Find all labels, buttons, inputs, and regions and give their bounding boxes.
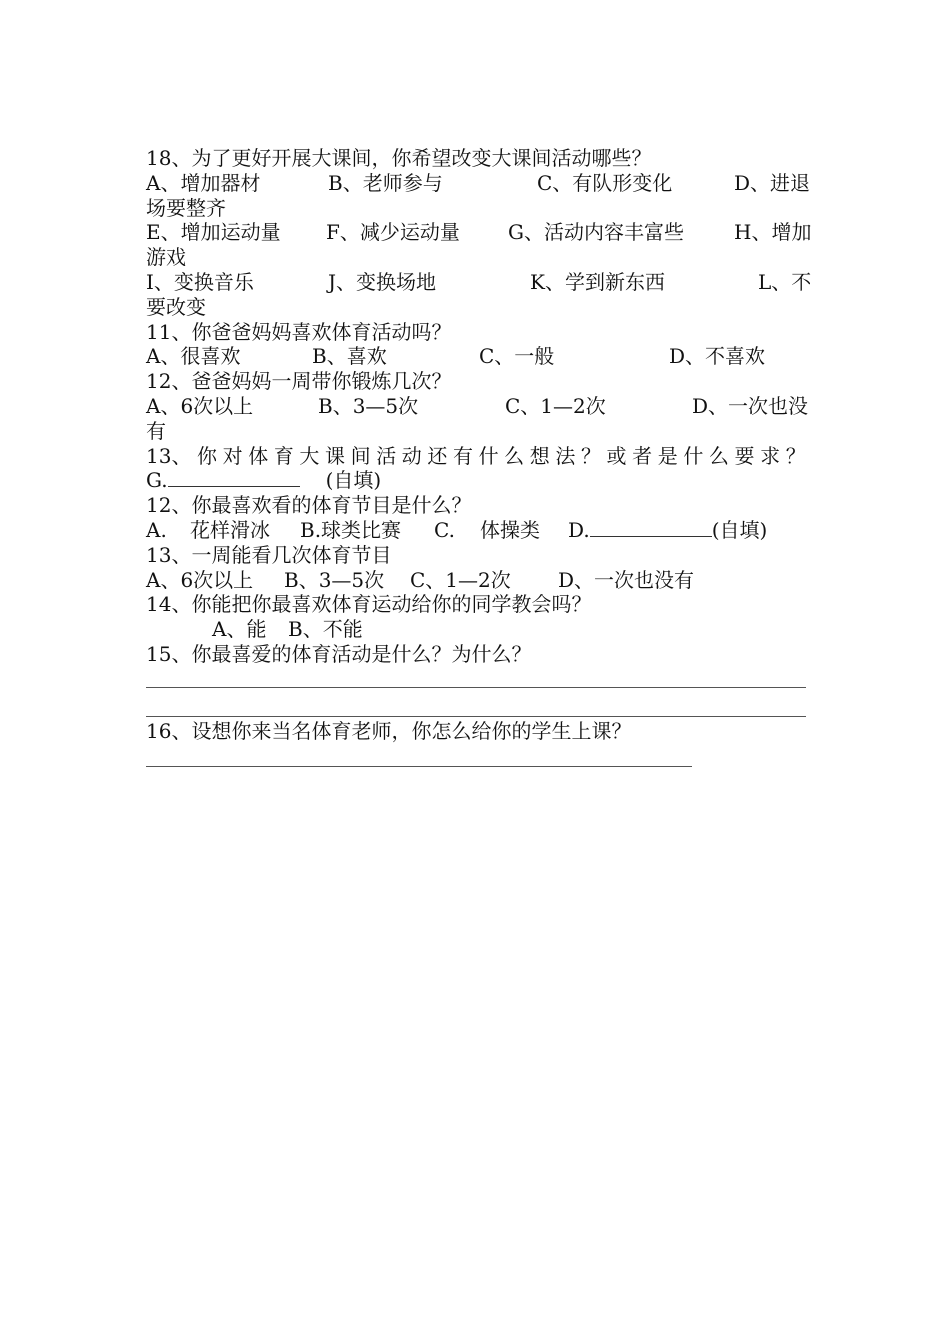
q14-options: [146, 617, 806, 642]
q18-option-c: C、有队形变化: [537, 170, 673, 195]
q13a-char: 者: [632, 443, 653, 468]
q13b-options: [146, 568, 806, 593]
q12a-title: 12、爸爸妈妈一周带你锻炼几次？: [146, 369, 452, 394]
q18-option-b: B、老师参与: [328, 170, 443, 195]
q12a-options: [146, 393, 809, 419]
q16-title: 16、设想你来当名体育老师，你怎么给你的学生上课？: [146, 718, 632, 743]
q12b-option-a: 花样滑冰: [190, 517, 270, 542]
q12a-option-c: C、1—2次: [505, 393, 606, 418]
q12a-option-d: D、一次也没: [692, 393, 809, 418]
q12a-option-b: B、3—5次: [318, 393, 419, 418]
q13a-char: 间: [350, 443, 371, 468]
spacer: [146, 667, 806, 687]
q13a-title: [146, 444, 806, 469]
spacer: [146, 688, 806, 716]
q18-options-row1: [146, 170, 811, 196]
q13a-char: 想: [529, 443, 550, 468]
q18-option-f: F、减少运动量: [326, 220, 460, 245]
q12b-option-d: [568, 518, 767, 543]
q13a-char: 你: [197, 443, 218, 468]
q13a-char: 要: [734, 443, 755, 468]
q18-option-l: L、不: [758, 269, 812, 294]
q12b-option-a-label: A.: [146, 517, 167, 542]
q13b-option-c: C、1—2次: [410, 567, 511, 592]
q13a-char: 什: [478, 443, 499, 468]
q13a-char: 或: [606, 443, 627, 468]
q13b-option-a: A、6次以上: [146, 567, 254, 592]
q18-option-g: G、活动内容丰富些: [508, 220, 684, 245]
q12a-option-a: A、6次以上: [146, 393, 254, 418]
q11-option-b: B、喜欢: [312, 344, 387, 369]
q12b-d-prefix: D.: [568, 517, 590, 542]
q13a-blank[interactable]: [168, 468, 300, 487]
q18-option-d-continuation: 场要整齐: [146, 195, 226, 220]
q13a-char: 有: [452, 443, 473, 468]
q14-title: 14、你能把你最喜欢体育运动给你的同学教会吗？: [146, 592, 592, 617]
q16-answer-line[interactable]: [146, 766, 692, 767]
q13a-char: 求: [760, 443, 781, 468]
q11-title: 11、你爸爸妈妈喜欢体育活动吗？: [146, 319, 452, 344]
q13a-g-suffix: (自填): [325, 468, 382, 493]
q12b-title: 12、你最喜欢看的体育节目是什么？: [146, 493, 472, 518]
q13a-char: 活: [376, 443, 397, 468]
q14-option-a: A、能: [212, 617, 267, 642]
q13a-char: 么: [504, 443, 525, 468]
q12b-option-c-label: C.: [434, 517, 455, 542]
q13a-char: 什: [683, 443, 704, 468]
q18-option-d: D、进退: [734, 170, 811, 195]
q13a-char: 体: [248, 443, 269, 468]
q13b-title: 13、一周能看几次体育节目: [146, 542, 392, 567]
q13a-char: ？: [785, 443, 806, 468]
spacer: [146, 744, 806, 766]
q12b-options: [146, 518, 806, 543]
q18-option-k: K、学到新东西: [530, 269, 665, 294]
q18-title: 18、为了更好开展大课间，你希望改变大课间活动哪些？: [146, 146, 652, 170]
q12b-option-c: 体操类: [480, 517, 540, 542]
q13a-answer: [146, 468, 806, 493]
q18-option-a: A、增加器材: [146, 170, 261, 195]
q13a-char: 法: [555, 443, 576, 468]
q18-option-i: I、变换音乐: [146, 269, 254, 294]
q13a-char: 么: [708, 443, 729, 468]
q18-option-h-continuation: 游戏: [146, 245, 186, 270]
q13a-char: 动: [401, 443, 422, 468]
q13a-char: ？: [580, 443, 601, 468]
q13a-char: 是: [657, 443, 678, 468]
q11-option-c: C、一般: [479, 344, 555, 369]
q14-option-b: B、不能: [288, 617, 363, 642]
q13a-char: 课: [325, 443, 346, 468]
q13a-char: 还: [427, 443, 448, 468]
q13a-char: 13、: [146, 443, 192, 468]
q15-answer-line-2[interactable]: [146, 716, 806, 717]
q12b-d-suffix: (自填): [711, 517, 768, 542]
q12b-option-b: B.球类比赛: [300, 517, 402, 542]
q13a-char: 对: [222, 443, 243, 468]
q13a-g-prefix: G.: [146, 468, 168, 493]
q13a-char: 大: [299, 443, 320, 468]
q18-option-h: H、增加: [734, 220, 812, 245]
q12a-option-d-continuation: 有: [146, 418, 166, 443]
q18-option-l-continuation: 要改变: [146, 294, 206, 319]
q13b-option-b: B、3—5次: [284, 567, 385, 592]
q18-option-j: J、变换场地: [328, 269, 437, 294]
q13b-option-d: D、一次也没有: [558, 567, 695, 592]
q15-title: 15、你最喜爱的体育活动是什么？为什么？: [146, 641, 532, 666]
q18-options-row3: [146, 269, 812, 295]
q11-options: [146, 344, 806, 369]
survey-page: [146, 146, 812, 767]
q18-options-row2: [146, 220, 812, 245]
q12b-blank[interactable]: [590, 518, 712, 537]
q11-option-a: A、很喜欢: [146, 344, 241, 369]
q11-option-d: D、不喜欢: [669, 344, 766, 369]
q13a-char: 育: [273, 443, 294, 468]
q18-option-e: E、增加运动量: [146, 220, 281, 245]
